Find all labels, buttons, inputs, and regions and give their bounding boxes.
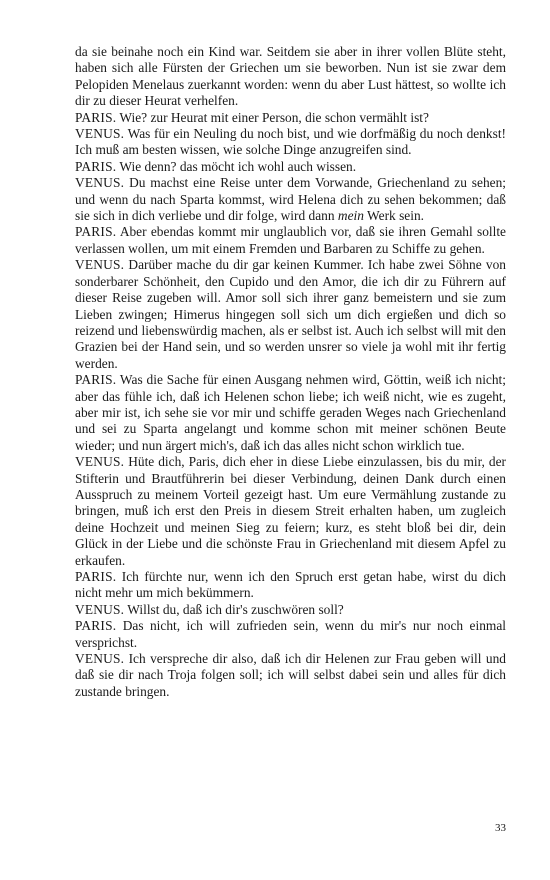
dialogue-text: Werk sein. [363,208,424,224]
speaker-name: VENUS. [75,175,125,191]
paragraph-text: da sie beinahe noch ein Kind war. Seitdem sie aber in ihrer vollen Blüte steht, haben sich alle Fürsten der Griechen um sie beworben. Nun ist sie zwar dem Pelopiden Menelaus zuerkannt worden: wenn du aber Lust hättest, so wollte ich dir zu dieser Heurat verhelfen. [75,44,506,109]
speaker-name: VENUS. [75,651,125,667]
dialogue-text: Das nicht, ich will zufrieden sein, wenn du mir's nur noch einmal versprichst. [75,618,506,650]
speaker-name: VENUS. [75,601,125,617]
speaker-name: VENUS. [75,257,125,273]
dialogue-line-paris [75,618,506,651]
dialogue-line-venus [75,602,506,618]
dialogue-line-venus [75,454,506,569]
dialogue-text: Was die Sache für einen Ausgang nehmen wird, Göttin, weiß ich nicht; aber das fühle ich, daß ich Helenen schon liebe; ich weiß nicht, wie es zugeht, aber mir ist, ich sehe sie vor mir und schiffe geraden Weges nach Griechenland und sei zu Sparta angelangt und komme schon mit meiner schönen Beute wieder; und nun ärgert mich's, daß ich das alles nicht schon wirklich tue. [75,372,506,453]
speaker-name: PARIS. [75,109,117,125]
dialogue-line-venus [75,257,506,372]
dialogue-text: Aber ebendas kommt mir unglaublich vor, daß sie ihren Gemahl sollte verlassen wollen, um mit einem Fremden und Barbaren zu Schiffe zu gehen. [75,224,506,256]
dialogue-text: Darüber mache du dir gar keinen Kummer. Ich habe zwei Söhne von sonderbarer Schönheit, den Cupido und den Amor, die ich dir zu Führern auf dieser Reise zugeben will. Amor soll sich ihrer ganz bemeistern und sie zum Lieben zwingen; Himerus hingegen soll sich um dich ergießen und dich so reizend und liebenswürdig machen, als er selbst ist. Auch ich selbst will mit den Grazien bei der Hand sein, und so werden unsrer so viele ja wohl mit ihr fertig werden. [75,257,506,371]
dialogue-text: Ich verspreche dir also, daß ich dir Helenen zur Frau geben will und daß sie dir nach Troja folgen soll; ich will selbst dabei sein und alles für dich zustande bringen. [75,651,506,699]
speaker-name: PARIS. [75,372,117,388]
speaker-name: VENUS. [75,126,125,142]
dialogue-line-paris [75,224,506,257]
speaker-name: PARIS. [75,569,117,584]
dialogue-line-paris [75,159,506,175]
speaker-name: PARIS. [75,158,117,174]
dialogue-text: Wie denn? das möcht ich wohl auch wissen. [116,158,357,174]
dialogue-line-venus [75,651,506,700]
speaker-name: PARIS. [75,224,117,240]
dialogue-text: Hüte dich, Paris, dich eher in diese Liebe einzulassen, bis du mir, der Stifterin und Brautführerin bei dieser Verbindung, deinen Dank durch einen Ausspruch zu meinem Vorteil gezeigt hast. Um eure Vermählung zustande zu bringen, muß ich erst den Preis in diesem Streit erhalten haben, um zugleich deine Hochzeit und meinen Sieg zu feiern; kurz, es steht bloß bei dir, dein Glück in der Liebe und die schönste Frau in Griechenland mit diesem Apfel zu erkaufen. [75,454,506,568]
dialogue-line-paris [75,569,506,602]
page-number: 33 [495,822,506,834]
dialogue-text: Wie? zur Heurat mit einer Person, die schon vermählt ist? [116,109,429,125]
dialogue-line-venus [75,126,506,159]
dialogue-text: Willst du, daß ich dir's zuschwören soll? [124,601,344,617]
dialogue-line-venus [75,175,506,224]
dialogue-text: Ich fürchte nur, wenn ich den Spruch erst getan habe, wirst du dich nicht mehr um mich bekümmern. [75,569,506,601]
page-text [75,44,506,700]
speaker-name: VENUS. [75,454,125,470]
dialogue-text: Was für ein Neuling du noch bist, und wie dorfmäßig du noch denkst! Ich muß am besten wissen, wie solche Dinge anzugreifen sind. [75,126,506,158]
dialogue-line-paris [75,110,506,126]
dialogue-text: Du machst eine Reise unter dem Vorwande, Griechenland zu sehen; und wenn du nach Sparta kommst, wird Helena dich zu sehen bekommen; daß sie sich in dich verliebe und dir folge, wird dann [75,175,506,224]
dialogue-line-paris [75,372,506,454]
speaker-name: PARIS. [75,618,117,634]
emphasized-word: mein [337,208,364,224]
paragraph-continuation [75,44,506,110]
